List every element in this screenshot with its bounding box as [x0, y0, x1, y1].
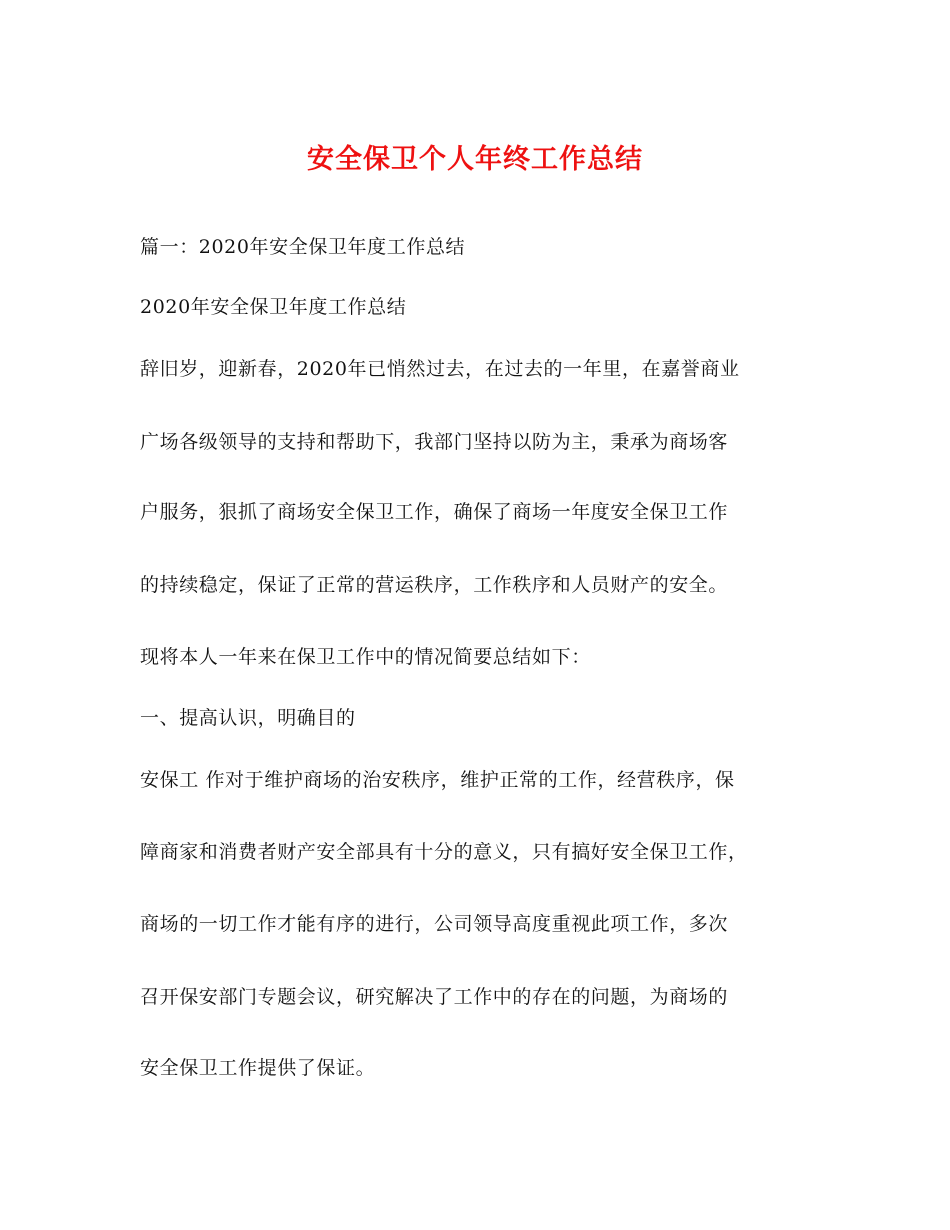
paragraph-line: 障商家和消费者财产安全部具有十分的意义，只有搞好安全保卫工作， — [140, 841, 748, 863]
paragraph-line: 商场的一切工作才能有序的进行，公司领导高度重视此项工作，多次 — [140, 913, 729, 935]
document-title: 安全保卫个人年终工作总结 — [307, 144, 643, 175]
paragraph-line: 安全保卫工作提供了保证。 — [140, 1057, 376, 1079]
paragraph-line: 广场各级领导的支持和帮助下，我部门坚持以防为主，秉承为商场客 — [140, 431, 729, 453]
paragraph-line: 安保工 作对于维护商场的治安秩序，维护正常的工作，经营秩序，保 — [140, 769, 735, 791]
paragraph-line: 辞旧岁，迎新春，2020年已悄然过去，在过去的一年里，在嘉誉商业 — [140, 358, 740, 380]
paragraph-line: 户服务，狠抓了商场安全保卫工作，确保了商场一年度安全保卫工作 — [140, 501, 729, 523]
section-heading: 一、提高认识，明确目的 — [140, 707, 356, 729]
paragraph-line: 召开保安部门专题会议，研究解决了工作中的存在的问题，为商场的 — [140, 986, 729, 1008]
section-heading: 篇一：2020年安全保卫年度工作总结 — [140, 236, 466, 258]
subtitle: 2020年安全保卫年度工作总结 — [140, 296, 407, 318]
paragraph-line: 的持续稳定，保证了正常的营运秩序，工作秩序和人员财产的安全。 — [140, 574, 729, 596]
paragraph-line: 现将本人一年来在保卫工作中的情况简要总结如下： — [140, 646, 591, 668]
